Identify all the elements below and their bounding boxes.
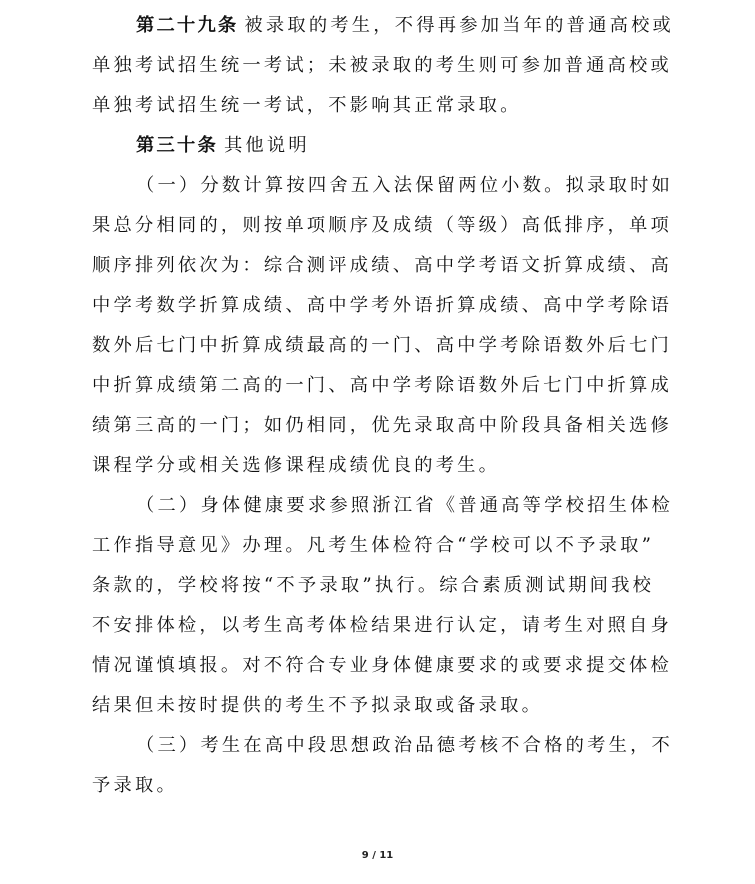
item-2-line-5: 情况谨慎填报。对不符合专业身体健康要求的或要求提交体检 (92, 655, 672, 676)
item-1 (92, 166, 672, 486)
item-1-line-3: 顺序排列依次为：综合测评成绩、高中学考语文折算成绩、高 (92, 255, 672, 276)
article-29-heading: 第二十九条 (136, 15, 239, 36)
item-1-line-4: 中学考数学折算成绩、高中学考外语折算成绩、高中学考除语 (92, 295, 672, 316)
item-2-line-6: 结果但未按时提供的考生不予拟录取或备录取。 (92, 695, 544, 716)
item-2 (92, 486, 672, 726)
item-2-line-4: 不安排体检，以考生高考体检结果进行认定，请考生对照自身 (92, 615, 672, 636)
item-1-line-6: 中折算成绩第二高的一门、高中学考除语数外后七门中折算成 (92, 375, 672, 396)
item-3 (92, 726, 672, 806)
item-2-line-1: （二）身体健康要求参照浙江省《普通高等学校招生体检 (136, 495, 674, 516)
item-3-line-2: 予录取。 (92, 775, 178, 796)
article-29-line-1: 被录取的考生，不得再参加当年的普通高校或 (244, 15, 675, 36)
article-30 (92, 126, 672, 166)
item-2-line-3: 条款的，学校将按“不予录取”执行。综合素质测试期间我校 (92, 575, 655, 596)
item-3-line-1: （三）考生在高中段思想政治品德考核不合格的考生，不 (136, 735, 674, 756)
item-1-line-5: 数外后七门中折算成绩最高的一门、高中学考除语数外后七门 (92, 335, 672, 356)
item-1-line-1: （一）分数计算按四舍五入法保留两位小数。拟录取时如 (136, 175, 674, 196)
item-1-line-2: 果总分相同的，则按单项顺序及成绩（等级）高低排序，单项 (92, 215, 672, 236)
item-2-line-2: 工作指导意见》办理。凡考生体检符合“学校可以不予录取” (92, 535, 655, 556)
article-29 (92, 6, 675, 126)
article-30-heading: 第三十条 (136, 135, 218, 156)
article-29-line-3: 单独考试招生统一考试，不影响其正常录取。 (92, 95, 522, 116)
page-number: 9 / 11 (361, 850, 394, 861)
item-1-line-7: 绩第三高的一门；如仍相同，优先录取高中阶段具备相关选修 (92, 415, 672, 436)
article-30-title: 其他说明 (223, 135, 310, 156)
item-1-line-8: 课程学分或相关选修课程成绩优良的考生。 (92, 455, 501, 476)
article-29-line-2: 单独考试招生统一考试；未被录取的考生则可参加普通高校或 (92, 55, 672, 76)
